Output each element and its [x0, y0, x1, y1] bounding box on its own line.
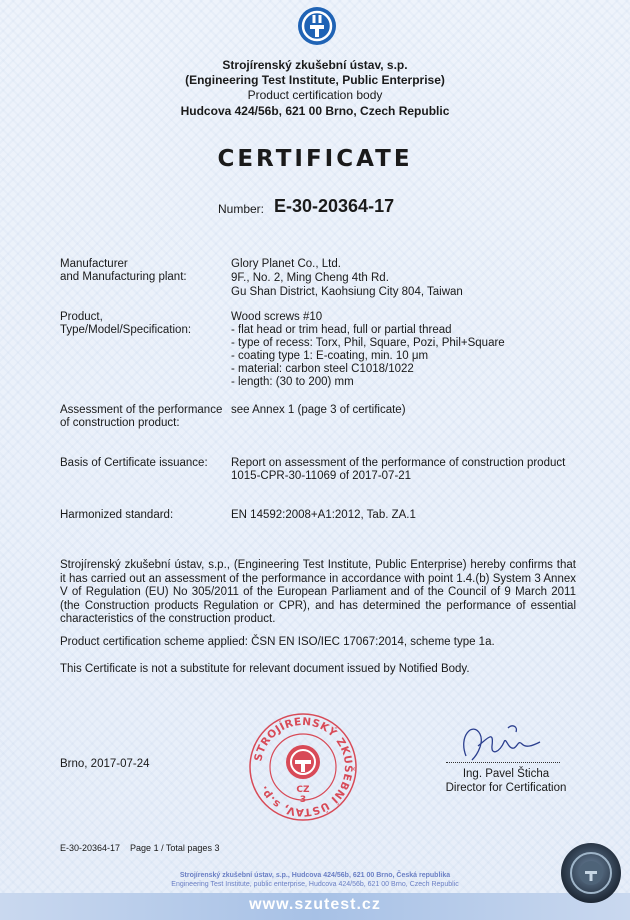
svg-text:3: 3	[299, 795, 307, 805]
handwritten-signature	[448, 716, 558, 766]
basis-value-2: 1015-CPR-30-11069 of 2017-07-21	[231, 470, 412, 482]
standard-label: Harmonized standard:	[60, 509, 174, 521]
footer-line-en: Engineering Test Institute, public enterprise, Hudcova 424/56b, 621 00 Brno, Czech Republic	[171, 881, 459, 888]
page-info: E-30-20364-17 Page 1 / Total pages 3	[60, 843, 220, 853]
hologram-seal-icon	[560, 842, 622, 904]
product-label-1: Product,	[60, 311, 103, 323]
basis-label: Basis of Certificate issuance:	[60, 457, 208, 469]
assessment-value: see Annex 1 (page 3 of certificate)	[231, 404, 406, 416]
svg-text:STROJÍRENSKÝ ZKUŠEBNÍ ÚSTAV, s: STROJÍRENSKÝ ZKUŠEBNÍ ÚSTAV, s.p.	[252, 715, 355, 819]
confirmation-paragraph: Strojírenský zkušební ústav, s.p., (Engineering Test Institute, Public Enterprise) hereby confirms that it has carried out an assessment of the performance in accordance with point 1.4.(b) System 3 Annex V of Regulation (EU) No 305/2011 of the European Parliament and of the Council of 9 March 2011 (the Construction products Regulation or CPR), and has determined the performance of essential characteristics of the construction product.	[60, 559, 576, 625]
notice-paragraph: This Certificate is not a substitute for relevant document issued by Notified Body.	[60, 663, 470, 675]
institute-name: Strojírenský zkušební ústav, s.p.	[222, 58, 408, 72]
official-stamp	[248, 712, 358, 822]
signature-line	[446, 762, 560, 763]
footer-url: www.szutest.cz	[249, 896, 381, 913]
institute-body: Product certification body	[247, 88, 383, 102]
product-spec-4: - material: carbon steel C1018/1022	[231, 363, 414, 375]
manufacturer-address-2: Gu Shan District, Kaohsiung City 804, Taiwan	[231, 286, 463, 298]
szu-logo-icon	[297, 6, 337, 46]
product-spec-5: - length: (30 to 200) mm	[231, 376, 354, 388]
product-spec-3: - coating type 1: E-coating, min. 10 μm	[231, 350, 429, 362]
signer-title: Director for Certification	[445, 782, 567, 794]
assessment-label-2: of construction product:	[60, 417, 180, 429]
product-spec-2: - type of recess: Torx, Phil, Square, Pozi, Phil+Square	[231, 337, 505, 349]
institute-address: Hudcova 424/56b, 621 00 Brno, Czech Republic	[180, 104, 450, 118]
scheme-paragraph: Product certification scheme applied: ČSN EN ISO/IEC 17067:2014, scheme type 1a.	[60, 636, 495, 648]
manufacturer-label-1: Manufacturer	[60, 258, 128, 270]
basis-value-1: Report on assessment of the performance of construction product	[231, 457, 566, 469]
assessment-label-1: Assessment of the performance	[60, 404, 223, 416]
manufacturer-address-1: 9F., No. 2, Ming Cheng 4th Rd.	[231, 272, 389, 284]
product-name: Wood screws #10	[231, 311, 323, 323]
manufacturer-label-2: and Manufacturing plant:	[60, 271, 187, 283]
signer-name: Ing. Pavel Šticha	[462, 768, 550, 780]
institute-name-en: (Engineering Test Institute, Public Enterprise)	[185, 73, 445, 87]
certificate-number: E-30-20364-17	[274, 196, 395, 216]
product-label-2: Type/Model/Specification:	[60, 324, 192, 336]
product-spec-1: - flat head or trim head, full or partial thread	[231, 324, 452, 336]
place-date: Brno, 2017-07-24	[60, 758, 150, 770]
standard-value: EN 14592:2008+A1:2012, Tab. ZA.1	[231, 509, 416, 521]
footer-line-cz: Strojírenský zkušební ústav, s.p., Hudcova 424/56b, 621 00 Brno, Česká republika	[179, 872, 451, 879]
certificate-title: CERTIFICATE	[217, 146, 413, 172]
svg-text:CZ: CZ	[296, 785, 310, 795]
manufacturer-name: Glory Planet Co., Ltd.	[231, 258, 341, 270]
number-label: Number:	[218, 202, 265, 216]
